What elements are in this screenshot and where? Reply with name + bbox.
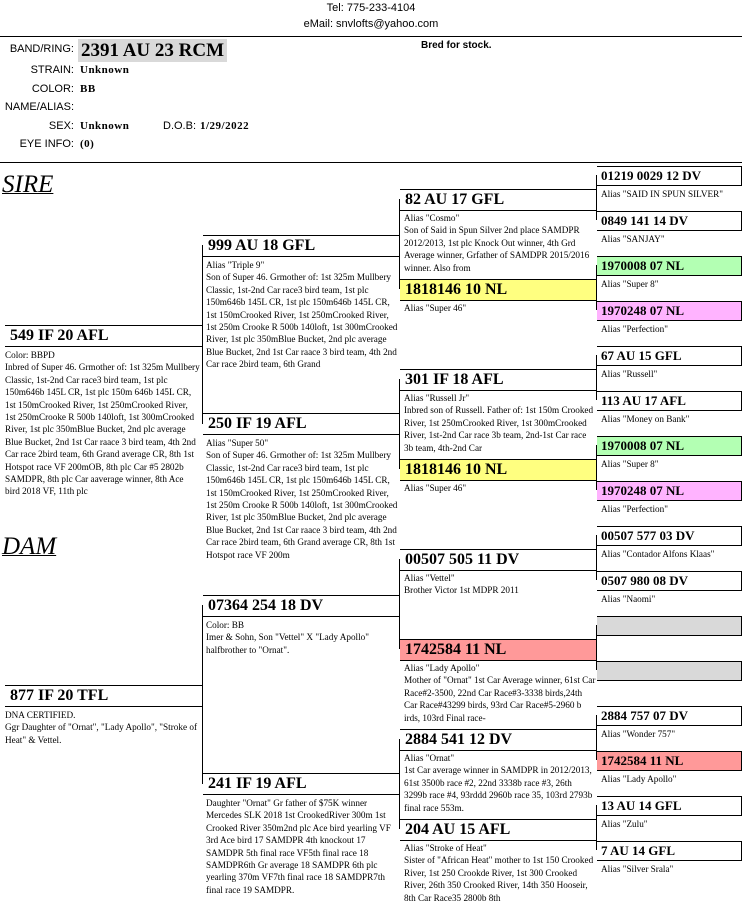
g4-alias-1: Alias "SAID IN SPUN SILVER" <box>601 189 724 199</box>
dob-value: 1/29/2022 <box>200 120 250 132</box>
g3-notes-5: Alias "Vettel" Brother Victor 1st MDPR 2011 <box>404 573 519 596</box>
g4-alias-13: Alias "Wonder 757" <box>601 729 676 739</box>
band-value: 2391 AU 23 RCM <box>78 39 227 62</box>
sire-notes: Color: BBPD Inbred of Super 46. Grmother of: 1st 325m Mullbery Classic, 1st-2nd Car race3 bird team, 1st plc 150m646b 145L CR, 1st plc 150m 646b 145L CR, 1st 150mCrooked River, 1st 250mCrooked River, 1st 250mCrooke R 500b 140loft, 1st 300mCrooked River, 1st plc 350mBlue Bucket, 2nd plc average Blue Bucket, 2nd 1st Car raace 3 bird team, 4th 2nd Car race 2bird team, 6th Grand average CR, 8th 1st Hotspot race VF 200mOB, 8th plc Car #5 2802b SAMDPR, 8th plc Car aaverage winner, 8th Ace bird 2018 VF, 11th plc <box>5 350 200 497</box>
g4-band-3: 1970008 07 NL <box>597 256 742 276</box>
dd-notes: Daughter "Ornat" Gr father of $75K winner Mercedes SLK 2018 1st CrookedRiver 300m 1st Crooked River 350m2nd plc Ace bird yearling VF 3rd Ace bird 17 SAMDPR 4th knockout 17 SAMDPR 5th final race VF5th final race 18 SAMDPR6th Gr average 18 SAMDPR 6th plc yearling 370m VF7th final race 18 SAMDPR7th final race 19 SAMDPR. <box>206 798 391 895</box>
g3-notes-4: Alias "Super 46" <box>404 483 467 493</box>
g3-band-1: 82 AU 17 GFL <box>400 189 597 211</box>
g3-band-8: 204 AU 15 AFL <box>400 819 597 841</box>
g4-band-2: 0849 141 14 DV <box>597 211 742 231</box>
sex-label: SEX: <box>48 120 74 132</box>
g3-notes-6: Alias "Lady Apollo" Mother of "Ornat" 1st Car Average winner, 61st Car Race#2-3500, 22nd Car Race#3-3338 birds,24th Car Race#43299 birds, 93rd Car Race#5-2960 b irds, 103rd Final race- <box>404 663 596 723</box>
g4-band-1: 01219 0029 12 DV <box>597 166 742 186</box>
sd-band: 250 IF 19 AFL <box>203 413 400 435</box>
dam-heading: DAM <box>2 533 57 560</box>
strain-label: STRAIN: <box>30 64 74 76</box>
g3-band-6: 1742584 11 NL <box>400 639 597 661</box>
ss-band: 999 AU 18 GFL <box>203 235 400 257</box>
g4-alias-14: Alias "Lady Apollo" <box>601 774 677 784</box>
g4-band-7: 1970008 07 NL <box>597 436 742 456</box>
phone-text: Tel: 775-233-4104 <box>326 2 416 14</box>
g4-alias-3: Alias "Super 8" <box>601 279 659 289</box>
g4-alias-9: Alias "Contador Alfons Klaas" <box>601 549 715 559</box>
g3-notes-8: Alias "Stroke of Heat" Sister of "African Heat" mother to 1st 150 Crooked River, 1st 250 Crookde River, 1st 300 Crooked River, 26th 350 Crooked River, 14th 350 Hooseir, 8th Car Race35 2800b 8th <box>404 843 594 903</box>
g3-notes-1: Alias "Cosmo" Son of Said in Spun Silver 2nd place SAMDPR 2012/2013, 1st plc Knock Out winner, 4th Grd Average winner, Grfather of SAMDPR 2015/2016 winner. Also from <box>404 213 590 273</box>
g4-alias-16: Alias "Silver Srala" <box>601 864 674 874</box>
dob-label: D.O.B: <box>163 120 197 132</box>
sd-notes: Alias "Super 50" Son of Super 46. Grmother of: 1st 325m Mullbery Classic, 1st-2nd Car race3 bird team, 1st plc 150m646b 145L CR, 1st plc 150m646b 145L CR, 1st 150mCrooked River, 1st 250mCrooked River, 1st 250m Crooke R 500b 140loft, 1st 300mCrooked River, 1st plc 350mBlue Bucket, 2nd plc average Blue Bucket, 2nd 1st Car raace 3 bird team, 4th 2nd Car race 2bird team, 6th Grand average CR, 8th 1st Hotspot race VF 200m <box>206 438 398 560</box>
sex-value: Unknown <box>80 120 130 132</box>
header-divider <box>0 36 742 37</box>
g4-alias-2: Alias "SANJAY" <box>601 234 665 244</box>
g4-band-10: 0507 980 08 DV <box>597 571 742 591</box>
g4-band-6: 113 AU 17 AFL <box>597 391 742 411</box>
g3-notes-3: Alias "Russell Jr" Inbred son of Russell. Father of: 1st 150m Crooked River, 1st 250mCrooked River, 1st 300mCrooked River, 1st-2nd Car race 3b team, 2nd-1st Car race 3b team, 4th-2nd Car <box>404 393 594 453</box>
g4-band-14: 1742584 11 NL <box>597 751 742 771</box>
dam-notes: DNA CERTIFIED. Ggr Daughter of "Ornat", "Lady Apollo", "Stroke of Heat" & Vettel. <box>5 710 197 745</box>
g4-band-11 <box>597 616 742 636</box>
g4-band-9: 00507 577 03 DV <box>597 526 742 546</box>
sire-heading: SIRE <box>2 171 54 198</box>
name-label: NAME/ALIAS: <box>4 101 74 113</box>
g4-band-5: 67 AU 15 GFL <box>597 346 742 366</box>
g3-band-5: 00507 505 11 DV <box>400 549 597 571</box>
g3-notes-2: Alias "Super 46" <box>404 303 467 313</box>
ds-band: 07364 254 18 DV <box>203 595 400 617</box>
sire-band: 549 IF 20 AFL <box>5 325 203 347</box>
info-divider <box>0 162 742 163</box>
eye-label: EYE INFO: <box>19 138 74 150</box>
g3-band-4: 1818146 10 NL <box>400 459 597 481</box>
g4-alias-7: Alias "Super 8" <box>601 459 659 469</box>
dam-band: 877 IF 20 TFL <box>5 685 203 707</box>
dd-band: 241 IF 19 AFL <box>203 773 400 795</box>
g4-band-12 <box>597 661 742 681</box>
eye-value: (0) <box>80 138 95 150</box>
g4-alias-15: Alias "Zulu" <box>601 819 648 829</box>
g3-band-7: 2884 541 12 DV <box>400 729 597 751</box>
g4-alias-5: Alias "Russell" <box>601 369 658 379</box>
g4-band-15: 13 AU 14 GFL <box>597 796 742 816</box>
g4-alias-4: Alias "Perfection" <box>601 324 668 334</box>
color-value: BB <box>80 83 96 95</box>
g4-band-8: 1970248 07 NL <box>597 481 742 501</box>
g4-band-16: 7 AU 14 GFL <box>597 841 742 861</box>
g4-alias-6: Alias "Money on Bank" <box>601 414 690 424</box>
ds-notes: Color: BB Imer & Sohn, Son "Vettel" X "Lady Apollo" halfbrother to "Ornat". <box>206 620 370 655</box>
g3-band-3: 301 IF 18 AFL <box>400 369 597 391</box>
g3-notes-7: Alias "Ornat" 1st Car average winner in SAMDPR in 2012/2013, 61st 3500b race #2, 22nd 3338b race #3, 26th 3299b race #4, 93rddd 2960b race 35, 103rd 2793b final race 553m. <box>404 753 593 813</box>
email-text: eMail: snvlofts@yahoo.com <box>303 18 439 30</box>
g3-band-2: 1818146 10 NL <box>400 279 597 301</box>
color-label: COLOR: <box>31 83 74 95</box>
bred-note: Bred for stock. <box>421 40 492 51</box>
band-label: BAND/RING: <box>9 43 74 55</box>
g4-band-4: 1970248 07 NL <box>597 301 742 321</box>
g4-band-13: 2884 757 07 DV <box>597 706 742 726</box>
strain-value: Unknown <box>80 64 130 76</box>
g4-alias-10: Alias "Naomi" <box>601 594 656 604</box>
g4-alias-8: Alias "Perfection" <box>601 504 668 514</box>
ss-notes: Alias "Triple 9" Son of Super 46. Grmother of: 1st 325m Mullbery Classic, 1st-2nd Car race3 bird team, 1st plc 150m646b 145L CR, 1st plc 150m646b 145L CR, 1st 150mCrooked River, 1st 250mCrooked River, 1st 250m Crooke R 500b 140loft, 1st 300mCrooked River, 1st plc 350mBlue Bucket, 2nd plc average Blue Bucket, 2nd 1st Car raace 3 bird team, 4th 2nd Car race 2bird team, 6th Grand <box>206 260 398 370</box>
